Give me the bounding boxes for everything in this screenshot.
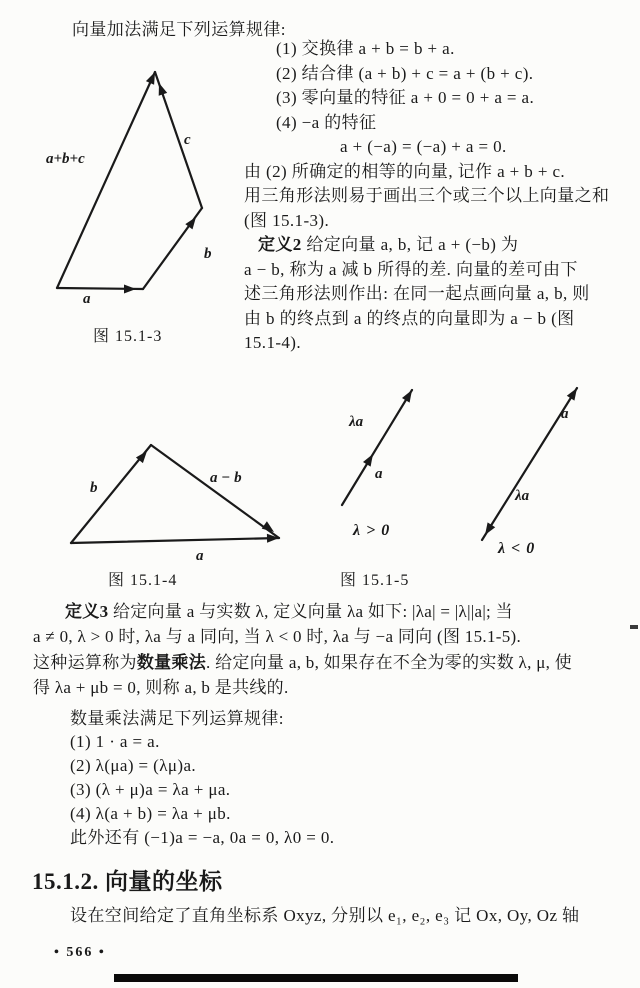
intro-sentence: 向量加法满足下列运算规律: xyxy=(72,20,286,39)
text-line: 得 λa + μb = 0, 则称 a, b 是共线的. xyxy=(33,678,289,698)
condition-label-negative: λ < 0 xyxy=(498,540,536,557)
vector-label-la-left: λa xyxy=(349,414,364,430)
definition2-label: 定义2 xyxy=(258,235,302,254)
section-paragraph: 设在空间给定了直角坐标系 Oxyz, 分别以 e₁, e₂, e₃ 记 Ox, Oy, Oz 轴 xyxy=(70,906,580,925)
vector-label-amb: a − b xyxy=(210,470,242,486)
rule-line: (2) 结合律 (a + b) + c = a + (b + c). xyxy=(276,63,534,83)
page-number: • 566 • xyxy=(54,945,106,960)
text-line: a ≠ 0, λ > 0 时, λa 与 a 同向, 当 λ < 0 时, λa 与 −a 同向 (图 15.1-5). xyxy=(33,627,522,647)
definition2-text: 给定向量 a, b, 记 a + (−b) 为 xyxy=(301,235,519,254)
text-line: 述三角形法则作出: 在同一起点画向量 a, b, 则 xyxy=(244,284,590,303)
vector-label-b: b xyxy=(90,480,98,496)
rule-line: (2) λ(μa) = (λμ)a. xyxy=(70,755,197,775)
scan-artifact-tick xyxy=(630,625,638,629)
arrowhead-a-left-icon xyxy=(363,454,373,467)
figure-caption: 图 15.1-5 xyxy=(340,572,410,589)
figure-scalar-multiple-diagram xyxy=(333,378,603,563)
text-line xyxy=(33,650,635,675)
rule-formula: a + (−a) = (−a) + a = 0. xyxy=(340,137,507,156)
arrowhead-la-right-icon xyxy=(485,522,495,535)
figure-caption: 图 15.1-3 xyxy=(93,328,163,345)
rule-line: (4) λ(a + b) = λa + μb. xyxy=(70,803,231,823)
text-segment: . 给定向量 a, b, 如果存在不全为零的实数 λ, μ, 使 xyxy=(206,652,573,672)
text-line: a − b, 称为 a 减 b 所得的差. 向量的差可由下 xyxy=(244,259,578,279)
vector-label-sum: a+b+c xyxy=(46,151,85,167)
vector-label-a-left: a xyxy=(375,466,383,482)
figure-vector-sum-diagram xyxy=(28,56,233,346)
arrowhead-a-icon xyxy=(124,285,136,294)
condition-label-positive: λ > 0 xyxy=(353,522,391,539)
rule-line: (3) 零向量的特征 a + 0 = 0 + a = a. xyxy=(276,88,535,107)
rule-line: (1) 1 · a = a. xyxy=(70,732,160,751)
figure-caption: 图 15.1-4 xyxy=(108,572,178,589)
vector-label-c: c xyxy=(184,132,191,148)
vector-label-la-right: λa xyxy=(515,488,530,504)
scan-artifact-bar xyxy=(114,974,518,982)
definition3-text: 给定向量 a 与实数 λ, 定义向量 λa 如下: |λa| = |λ||a|; 当 xyxy=(108,602,513,621)
arrowhead-sum-icon xyxy=(146,72,155,85)
definition3-paragraph xyxy=(33,599,635,701)
scalar-rules-list xyxy=(70,730,334,850)
text-line: 由 (2) 所确定的相等的向量, 记作 a + b + c. xyxy=(244,161,566,181)
text-line: 15.1-4). xyxy=(244,333,302,352)
arrowhead-a-icon xyxy=(267,534,279,543)
section-heading: 15.1.2. 向量的坐标 xyxy=(32,869,223,894)
vector-label-b: b xyxy=(204,246,212,262)
scalar-rules-intro: 数量乘法满足下列运算规律: xyxy=(70,709,284,728)
rule-line: (4) −a 的特征 xyxy=(276,112,377,132)
text-line: 用三角形法则易于画出三个或三个以上向量之和 xyxy=(244,186,610,205)
arrowhead-a-right-icon xyxy=(567,388,577,401)
rule-line: (1) 交换律 a + b = b + a. xyxy=(276,39,455,58)
rule-line: 此外还有 (−1)a = −a, 0a = 0, λ0 = 0. xyxy=(70,827,335,847)
definition3-line xyxy=(33,599,635,624)
addition-rules-column xyxy=(244,37,640,356)
text-line: (图 15.1-3). xyxy=(244,210,330,230)
figure-vector-difference-diagram xyxy=(52,420,302,565)
text-segment: 这种运算称为 xyxy=(33,652,137,672)
arrowhead-c-icon xyxy=(159,83,168,96)
vector-label-a-right: a xyxy=(561,406,569,422)
definition2-line xyxy=(244,233,640,258)
vector-label-a: a xyxy=(83,291,91,307)
term-scalar-multiplication: 数量乘法 xyxy=(136,652,207,672)
vector-label-a: a xyxy=(196,548,204,564)
definition3-label: 定义3 xyxy=(65,602,109,621)
arrowhead-la-left-icon xyxy=(402,390,412,403)
rule-line: (3) (λ + μ)a = λa + μa. xyxy=(70,779,231,799)
text-line: 由 b 的终点到 a 的终点的向量即为 a − b (图 xyxy=(244,308,575,328)
